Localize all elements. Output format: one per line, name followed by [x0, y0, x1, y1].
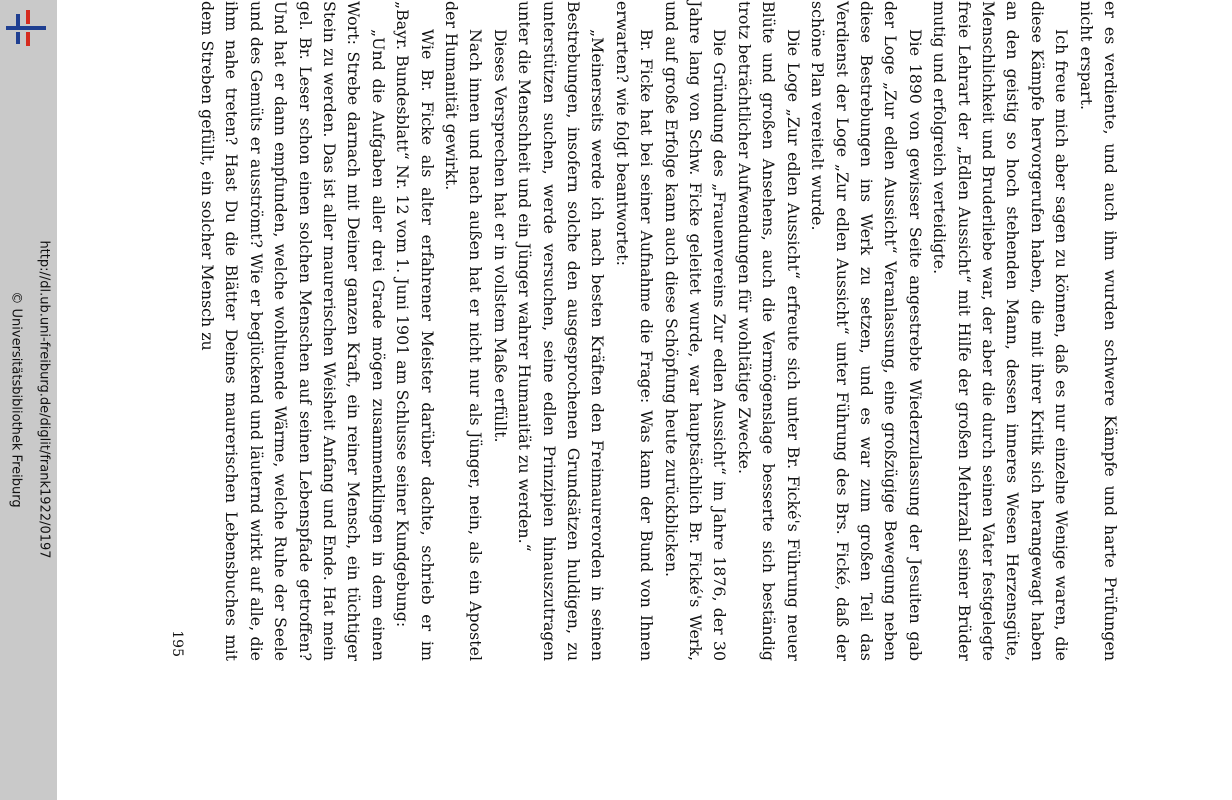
- source-url[interactable]: http://dl.ub.uni-freiburg.de/diglit/frank1922/0197: [36, 240, 52, 559]
- paragraph: er es verdiente, und auch ihm wurden schwere Kämpfe und harte Prüfungen nicht erspart.: [1076, 1, 1120, 661]
- page-number: 195: [168, 630, 185, 657]
- paragraph: Ich freue mich aber sagen zu können, daß es nur einzelne Wenige waren, die diese Kämpfe hervorgerufen haben, die mit ihrer Kritik sich herangewagt haben an den geistig so hoch stehenden Mann, dessen inneres Wesen Herzensgüte, Menschlichkeit und Bruderliebe war, der aber die durch seinen Vater festgelegte freie Lehrart der „Edlen Aussicht“ mit Hilfe der großen Mehrzahl seiner Brüder mutig und erfolgreich verteidigte.: [930, 1, 1072, 661]
- paragraph: „Meinerseits werde ich nach besten Kräften den Freimaurerorden in seinen Bestrebungen, insofern solche den ausgesprochenen Grundsätzen huldigen, zu unterstützen suchen, werde versuchen, seine edlen Prinzipien hinauszutragen unter die Menschheit und ein Jünger wahrer Humanität zu werden.“: [515, 1, 608, 661]
- paragraph: Die 1890 von gewisser Seite angestrebte Wiederzulassung der Jesuiten gab der Loge „Zur edlen Aussicht“ Veranlassung, eine großzügige Bewegung neben diese Bestrebungen ins Werk zu setzen, und es war zum großen Teil das Verdienst der Loge „Zur edlen Aussicht“ unter Führung des Brs. Fické, daß der schöne Plan vereitelt wurde.: [808, 1, 925, 661]
- paragraph: Dieses Versprechen hat er in vollstem Maße erfüllt.: [490, 29, 510, 443]
- paragraph: „Und die Aufgaben aller drei Grade mögen zusammenklingen in dem einen Wort: Strebe darnach mit Deiner ganzen Kraft, ein reiner Mensch, ein tüchtiger Stein zu werden. Das ist aller maurerischen Weisheit Anfang und Ende. Hat mein gel. Br. Leser schon einen solchen Menschen auf seinen Lebenspfade getroffen? Und hat er dann empfunden, welche wohltuende Wärme, welche Ruhe der Seele und des Gemüts er ausströmt? Wie er beglückend und läuternd wirkt auf alle, die ihm nahe treten? Hast Du die Blätter Deines maurerischen Lebensbuches mit dem Streben gefüllt, ein solcher Mensch zu: [197, 1, 388, 661]
- paragraph: Die Loge „Zur edlen Aussicht“ erfreute sich unter Br. Fické's Führung neuer Blüte und großen Ansehens, auch die Vermögenslage besserte sich beständig trotz beträchtlicher Aufwendungen für wohltätige Zwecke.: [734, 1, 803, 661]
- page-text: [164, 1, 1122, 661]
- paragraph: Nach innen und nach außen hat er nicht nur als Jünger, nein, als ein Apostel der Humanität gewirkt.: [442, 1, 486, 661]
- sidebar: [0, 0, 57, 800]
- ub-freiburg-logo-icon[interactable]: [4, 8, 48, 52]
- paragraph: Wie Br. Ficke als alter erfahrener Meister darüber dachte, schrieb er im „Bayr. Bundesblatt“ Nr. 12 vom 1. Juni 1901 am Schlusse seiner Kundgebung:: [393, 1, 437, 661]
- scanned-page: [80, 0, 1232, 800]
- paragraph: Die Gründung des „Frauenvereins Zur edlen Aussicht“ im Jahre 1876, der 30 Jahre lang von Schw. Ficke geleitet wurde, war hauptsächlich Br. Fické's Werk, und auf große Erfolge kann auch diese Schöpfung heute zurückblicken.: [661, 1, 730, 661]
- copyright-notice: © Universitätsbibliothek Freiburg: [8, 291, 24, 508]
- paragraph: Br. Ficke hat bei seiner Aufnahme die Frage: Was kann der Bund von Ihnen erwarten? wie folgt beantwortet:: [612, 1, 657, 661]
